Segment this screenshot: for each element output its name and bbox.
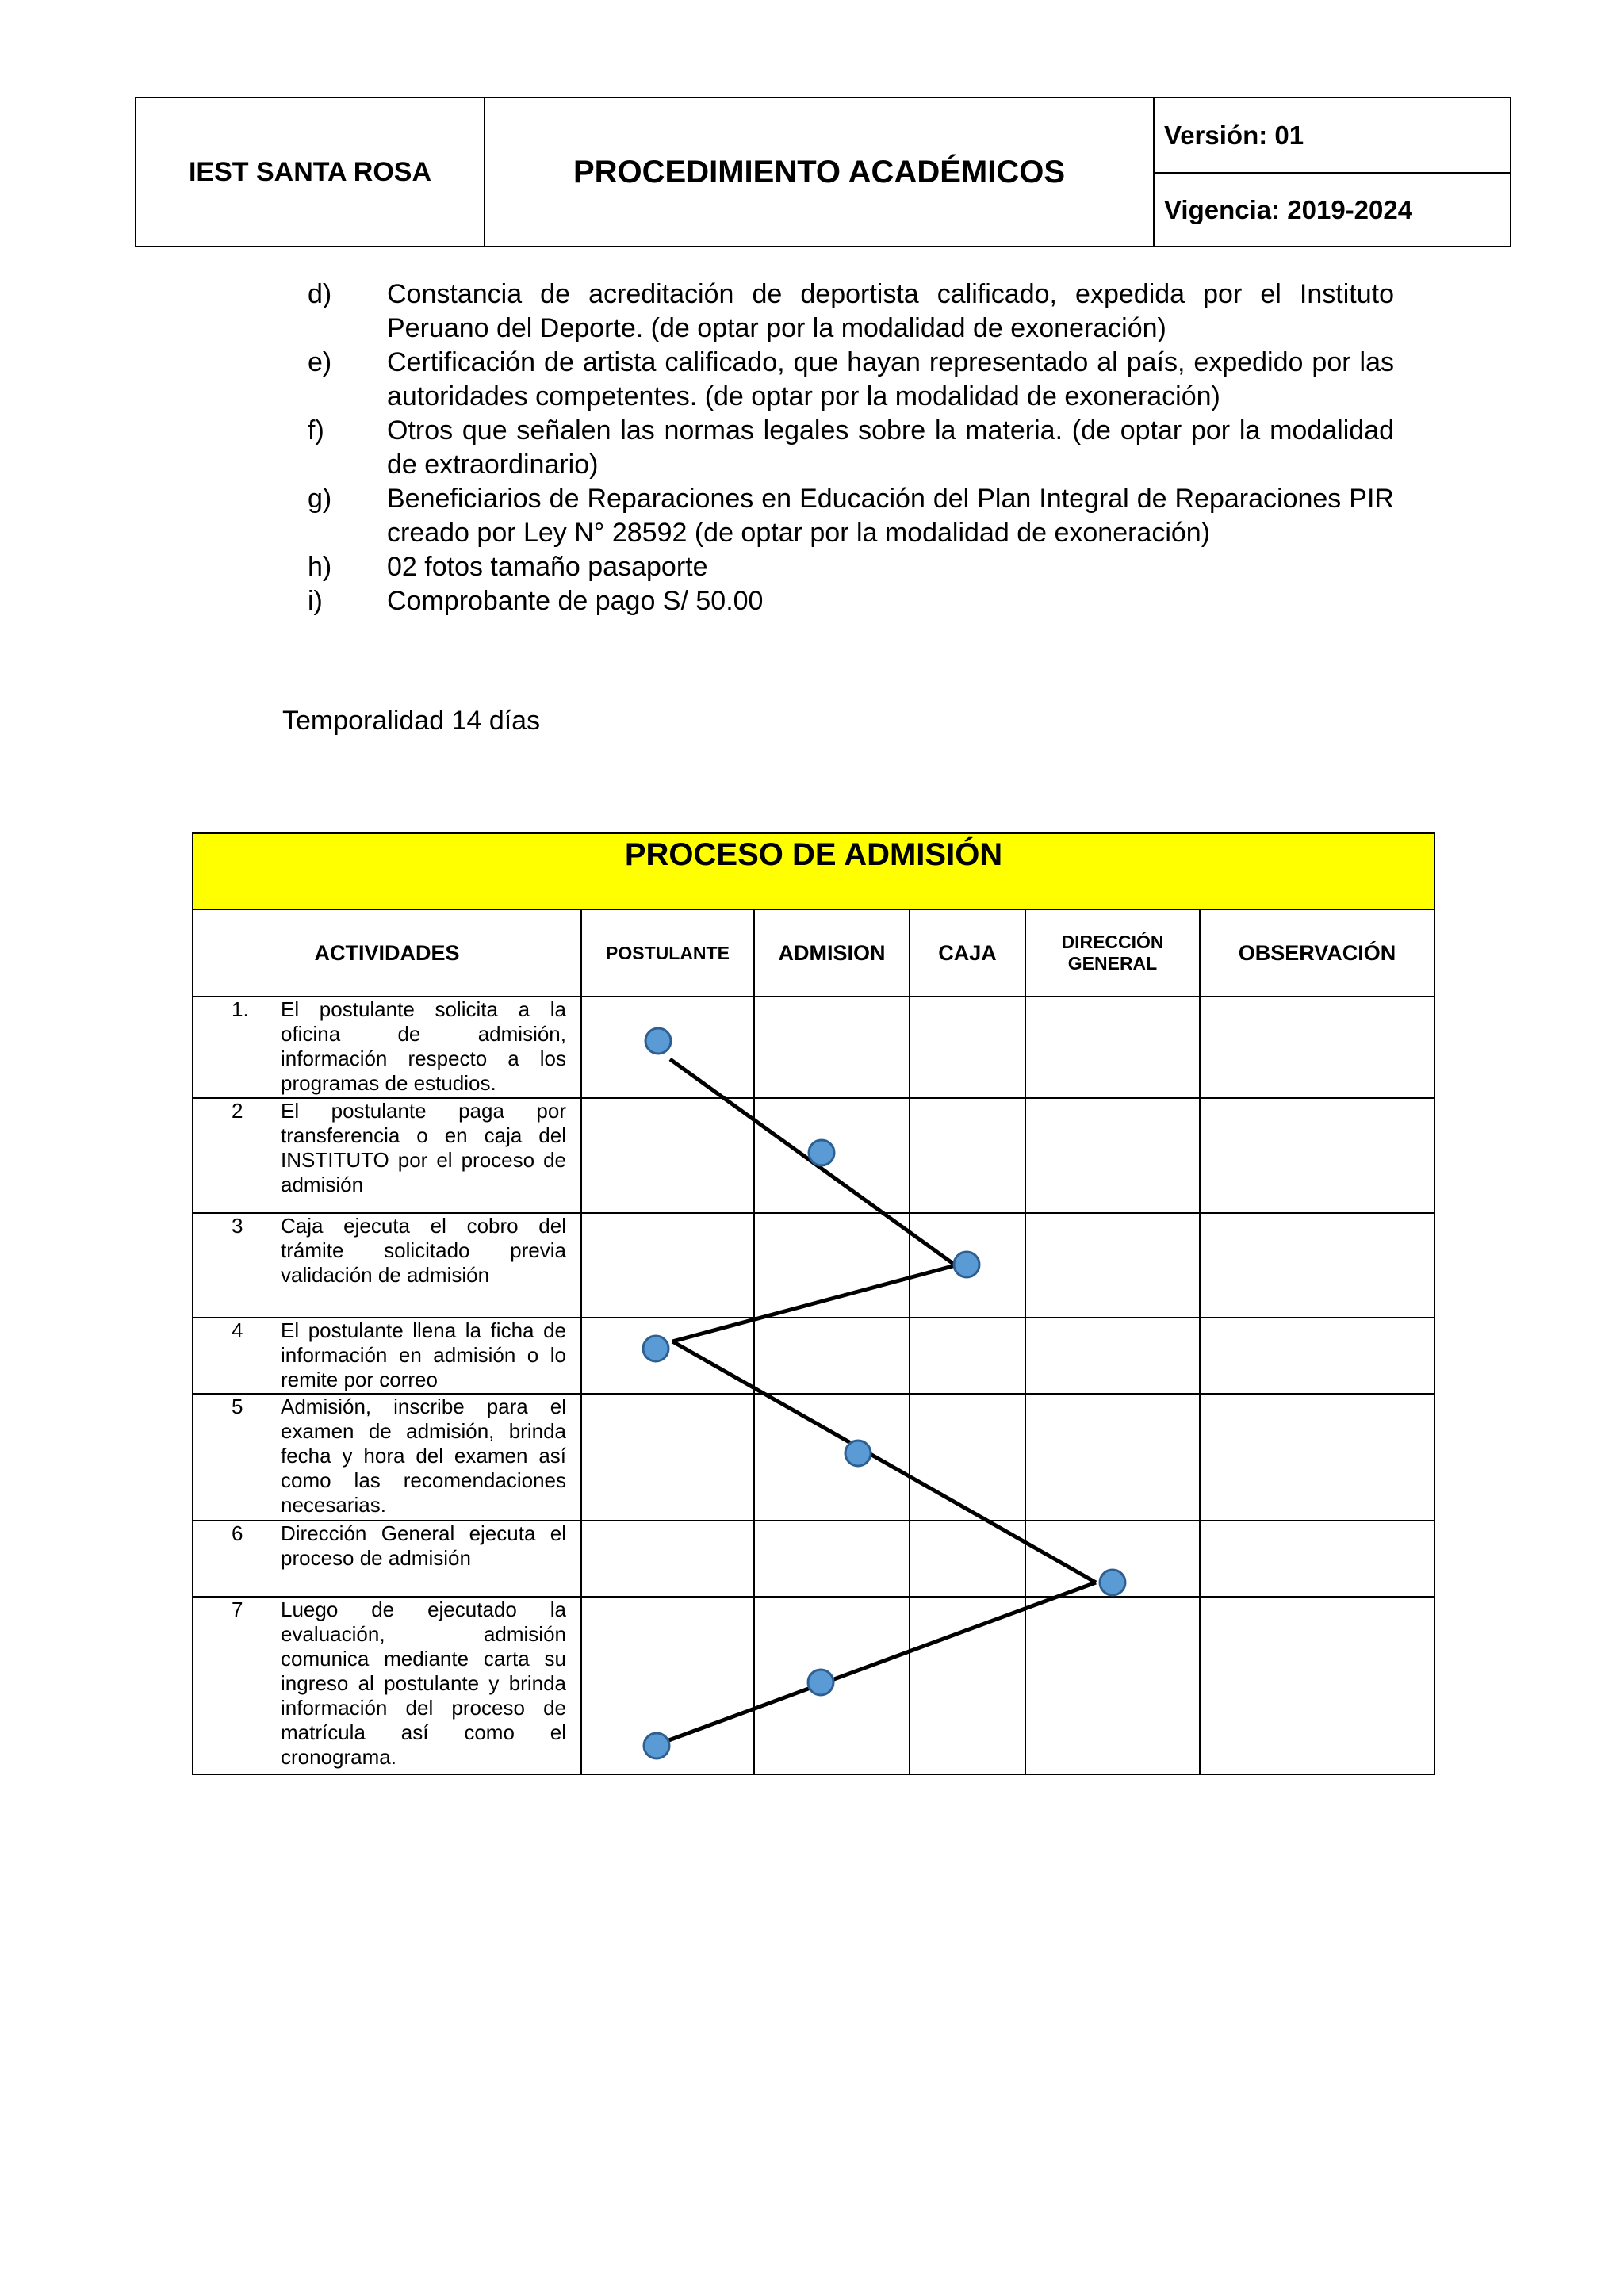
column-header-direccion-general: DIRECCIÓN GENERAL xyxy=(1025,909,1200,997)
admision-cell xyxy=(754,997,910,1098)
column-header-observacion: OBSERVACIÓN xyxy=(1200,909,1434,997)
column-header-actividades: ACTIVIDADES xyxy=(193,909,581,997)
requirement-label: d) xyxy=(308,279,332,309)
column-header-admision: ADMISION xyxy=(754,909,910,997)
postulante-cell xyxy=(581,1213,754,1318)
table-row xyxy=(193,1318,1434,1394)
caja-cell xyxy=(910,1213,1025,1318)
observacion-cell xyxy=(1200,1213,1434,1318)
activity-number: 3 xyxy=(232,1214,243,1238)
direccion-cell xyxy=(1025,1098,1200,1213)
document-header xyxy=(135,97,1511,247)
activity-number: 7 xyxy=(232,1598,243,1621)
requirement-label: g) xyxy=(308,484,332,514)
document-title: PROCEDIMIENTO ACADÉMICOS xyxy=(485,98,1155,246)
table-row xyxy=(193,1597,1434,1774)
requirement-item xyxy=(308,346,1394,414)
observacion-cell xyxy=(1200,1318,1434,1394)
requirement-label: h) xyxy=(308,552,332,582)
admision-cell xyxy=(754,1318,910,1394)
caja-cell xyxy=(910,1597,1025,1774)
observacion-cell xyxy=(1200,1098,1434,1213)
requirement-item xyxy=(308,482,1394,550)
activity-text: Luego de ejecutado la evaluación, admisión comunica mediante carta su ingreso al postulante y brinda información del proceso de matrícula así como el cronograma. xyxy=(281,1598,566,1769)
vigencia-label: Vigencia: 2019-2024 xyxy=(1164,194,1413,224)
requirement-label: f) xyxy=(308,415,324,446)
requirement-item xyxy=(308,277,1394,346)
requirement-text: Comprobante de pago S/ 50.00 xyxy=(387,586,764,616)
table-row xyxy=(193,997,1434,1098)
observacion-cell xyxy=(1200,1394,1434,1521)
activity-cell xyxy=(193,1597,581,1774)
temporalidad-text: Temporalidad 14 días xyxy=(282,706,541,736)
admision-cell xyxy=(754,1098,910,1213)
admision-cell xyxy=(754,1597,910,1774)
activity-number: 5 xyxy=(232,1395,243,1418)
caja-cell xyxy=(910,997,1025,1098)
column-header-postulante: POSTULANTE xyxy=(581,909,754,997)
admision-cell xyxy=(754,1394,910,1521)
requirement-text: 02 fotos tamaño pasaporte xyxy=(387,552,708,582)
observacion-cell xyxy=(1200,997,1434,1098)
direccion-cell xyxy=(1025,1213,1200,1318)
activity-cell xyxy=(193,997,581,1098)
postulante-cell xyxy=(581,1394,754,1521)
table-row xyxy=(193,1521,1434,1597)
postulante-cell xyxy=(581,997,754,1098)
postulante-cell xyxy=(581,1318,754,1394)
requirement-text: Otros que señalen las normas legales sobre la materia. (de optar por la modalidad de extraordinario) xyxy=(387,415,1394,480)
table-row xyxy=(193,1098,1434,1213)
direccion-cell xyxy=(1025,1521,1200,1597)
activity-cell xyxy=(193,1098,581,1213)
caja-cell xyxy=(910,1098,1025,1213)
activity-number: 4 xyxy=(232,1318,243,1342)
table-row xyxy=(193,1213,1434,1318)
process-title: PROCESO DE ADMISIÓN xyxy=(193,833,1434,909)
activity-number: 1. xyxy=(232,997,249,1021)
requirement-label: e) xyxy=(308,347,332,377)
caja-cell xyxy=(910,1521,1025,1597)
activity-text: Dirección General ejecuta el proceso de admisión xyxy=(281,1521,566,1570)
requirement-text: Beneficiarios de Reparaciones en Educación del Plan Integral de Reparaciones PIR creado por Ley N° 28592 (de optar por la modalidad de exoneración) xyxy=(387,484,1394,548)
requirement-text: Certificación de artista calificado, que hayan representado al país, expedido por las autoridades competentes. (de optar por la modalidad de exoneración) xyxy=(387,347,1394,411)
caja-cell xyxy=(910,1394,1025,1521)
postulante-cell xyxy=(581,1521,754,1597)
requirement-item xyxy=(308,584,1394,618)
activity-text: El postulante solicita a la oficina de admisión, información respecto a los programas de estudios. xyxy=(281,997,566,1095)
requirement-item xyxy=(308,550,1394,584)
activity-cell xyxy=(193,1213,581,1318)
process-table xyxy=(192,832,1435,1775)
requirement-text: Constancia de acreditación de deportista calificado, expedida por el Instituto Peruano del Deporte. (de optar por la modalidad de exoneración) xyxy=(387,279,1394,343)
admision-cell xyxy=(754,1521,910,1597)
requirements-list xyxy=(308,277,1394,618)
postulante-cell xyxy=(581,1597,754,1774)
activity-text: El postulante paga por transferencia o en caja del INSTITUTO por el proceso de admisión xyxy=(281,1099,566,1196)
activity-cell xyxy=(193,1394,581,1521)
requirement-item xyxy=(308,414,1394,482)
activity-text: Admisión, inscribe para el examen de admisión, brinda fecha y hora del examen así como las recomendaciones necesarias. xyxy=(281,1395,566,1517)
version-label: Versión: 01 xyxy=(1155,98,1510,174)
activity-text: El postulante llena la ficha de información en admisión o lo remite por correo xyxy=(281,1318,566,1391)
postulante-cell xyxy=(581,1098,754,1213)
requirement-label: i) xyxy=(308,586,323,616)
observacion-cell xyxy=(1200,1597,1434,1774)
direccion-cell xyxy=(1025,997,1200,1098)
column-header-caja: CAJA xyxy=(910,909,1025,997)
activity-number: 2 xyxy=(232,1099,243,1123)
observacion-cell xyxy=(1200,1521,1434,1597)
direccion-cell xyxy=(1025,1597,1200,1774)
institution-name: IEST SANTA ROSA xyxy=(136,98,485,246)
activity-cell xyxy=(193,1521,581,1597)
caja-cell xyxy=(910,1318,1025,1394)
direccion-cell xyxy=(1025,1318,1200,1394)
activity-cell xyxy=(193,1318,581,1394)
direccion-cell xyxy=(1025,1394,1200,1521)
admision-cell xyxy=(754,1213,910,1318)
table-row xyxy=(193,1394,1434,1521)
activity-text: Caja ejecuta el cobro del trámite solicitado previa validación de admisión xyxy=(281,1214,566,1287)
activity-number: 6 xyxy=(232,1521,243,1545)
